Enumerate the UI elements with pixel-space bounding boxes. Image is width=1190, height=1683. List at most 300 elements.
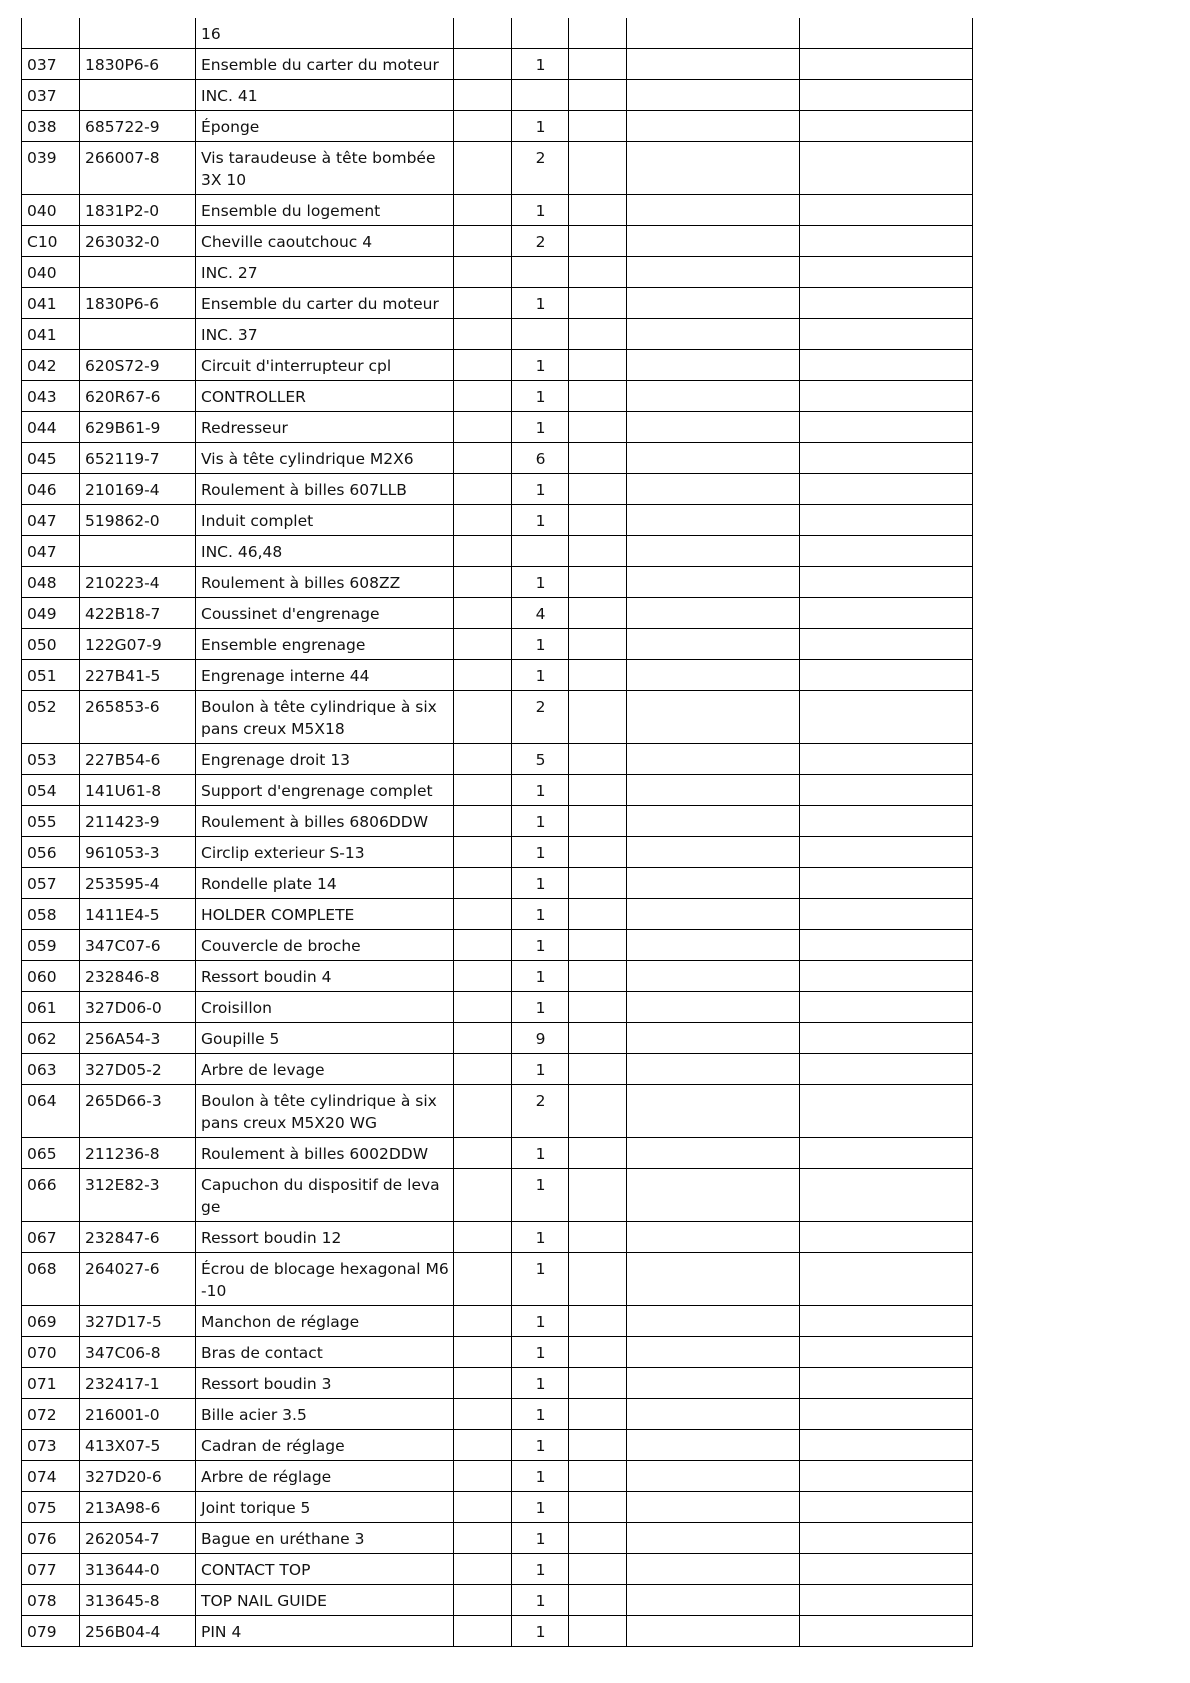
empty-cell [627, 319, 800, 350]
empty-cell [627, 1554, 800, 1585]
part-number-cell [80, 319, 196, 350]
table-row [22, 505, 973, 536]
item-number-cell [22, 18, 80, 49]
empty-cell [569, 1085, 627, 1138]
empty-cell [800, 1054, 973, 1085]
empty-cell [800, 1169, 973, 1222]
empty-cell [800, 257, 973, 288]
item-number-cell: 037 [22, 80, 80, 111]
quantity-cell: 6 [512, 443, 569, 474]
empty-cell [800, 536, 973, 567]
empty-cell [800, 505, 973, 536]
description-cell: INC. 37 [196, 319, 454, 350]
empty-cell [569, 1337, 627, 1368]
empty-cell [800, 1023, 973, 1054]
table-row [22, 567, 973, 598]
part-number-cell: 313645-8 [80, 1585, 196, 1616]
empty-cell [800, 1430, 973, 1461]
empty-cell [627, 567, 800, 598]
empty-cell [627, 381, 800, 412]
item-number-cell: 043 [22, 381, 80, 412]
item-number-cell: 054 [22, 775, 80, 806]
empty-cell [627, 691, 800, 744]
empty-cell [454, 629, 512, 660]
empty-cell [627, 536, 800, 567]
quantity-cell: 1 [512, 1306, 569, 1337]
part-number-cell: 256B04-4 [80, 1616, 196, 1647]
item-number-cell: 079 [22, 1616, 80, 1647]
quantity-cell: 1 [512, 412, 569, 443]
quantity-cell [512, 257, 569, 288]
empty-cell [627, 350, 800, 381]
table-row [22, 629, 973, 660]
empty-cell [454, 1337, 512, 1368]
item-number-cell: 063 [22, 1054, 80, 1085]
quantity-cell: 1 [512, 1054, 569, 1085]
empty-cell [627, 992, 800, 1023]
empty-cell [569, 288, 627, 319]
empty-cell [569, 350, 627, 381]
empty-cell [800, 1492, 973, 1523]
description-cell: Vis à tête cylindrique M2X6 [196, 443, 454, 474]
empty-cell [800, 629, 973, 660]
empty-cell [800, 288, 973, 319]
item-number-cell: 074 [22, 1461, 80, 1492]
item-number-cell: 060 [22, 961, 80, 992]
description-cell: INC. 46,48 [196, 536, 454, 567]
item-number-cell: 078 [22, 1585, 80, 1616]
table-row [22, 899, 973, 930]
empty-cell [454, 1492, 512, 1523]
empty-cell [454, 1023, 512, 1054]
empty-cell [569, 195, 627, 226]
quantity-cell: 1 [512, 1523, 569, 1554]
empty-cell [800, 1368, 973, 1399]
item-number-cell: 041 [22, 319, 80, 350]
empty-cell [454, 660, 512, 691]
part-number-cell: 232846-8 [80, 961, 196, 992]
empty-cell [627, 1023, 800, 1054]
quantity-cell: 1 [512, 1616, 569, 1647]
empty-cell [627, 837, 800, 868]
table-row [22, 80, 973, 111]
part-number-cell: 620R67-6 [80, 381, 196, 412]
empty-cell [454, 1054, 512, 1085]
quantity-cell: 1 [512, 868, 569, 899]
empty-cell [627, 930, 800, 961]
table-row [22, 1253, 973, 1306]
empty-cell [800, 195, 973, 226]
empty-cell [627, 660, 800, 691]
item-number-cell: 061 [22, 992, 80, 1023]
part-number-cell: 519862-0 [80, 505, 196, 536]
empty-cell [569, 1554, 627, 1585]
empty-cell [454, 381, 512, 412]
empty-cell [800, 806, 973, 837]
part-number-cell: 347C06-8 [80, 1337, 196, 1368]
quantity-cell [512, 18, 569, 49]
empty-cell [800, 775, 973, 806]
item-number-cell: 069 [22, 1306, 80, 1337]
empty-cell [627, 598, 800, 629]
description-cell: Manchon de réglage [196, 1306, 454, 1337]
empty-cell [454, 1461, 512, 1492]
item-number-cell: 073 [22, 1430, 80, 1461]
table-row [22, 598, 973, 629]
empty-cell [800, 744, 973, 775]
part-number-cell: 211236-8 [80, 1138, 196, 1169]
empty-cell [627, 257, 800, 288]
empty-cell [627, 226, 800, 257]
empty-cell [800, 319, 973, 350]
empty-cell [800, 1222, 973, 1253]
table-row [22, 195, 973, 226]
empty-cell [800, 1085, 973, 1138]
description-cell: Engrenage droit 13 [196, 744, 454, 775]
empty-cell [569, 1368, 627, 1399]
empty-cell [627, 1399, 800, 1430]
empty-cell [454, 837, 512, 868]
empty-cell [800, 1253, 973, 1306]
part-number-cell: 210169-4 [80, 474, 196, 505]
empty-cell [454, 806, 512, 837]
empty-cell [454, 195, 512, 226]
table-row [22, 1554, 973, 1585]
empty-cell [454, 412, 512, 443]
table-row [22, 18, 973, 49]
part-number-cell: 227B54-6 [80, 744, 196, 775]
description-cell: Support d'engrenage complet [196, 775, 454, 806]
description-cell: PIN 4 [196, 1616, 454, 1647]
quantity-cell: 1 [512, 992, 569, 1023]
item-number-cell: 052 [22, 691, 80, 744]
quantity-cell: 1 [512, 474, 569, 505]
description-cell: Induit complet [196, 505, 454, 536]
empty-cell [569, 1523, 627, 1554]
item-number-cell: 041 [22, 288, 80, 319]
part-number-cell: 327D05-2 [80, 1054, 196, 1085]
empty-cell [800, 412, 973, 443]
description-cell: INC. 27 [196, 257, 454, 288]
empty-cell [454, 1523, 512, 1554]
empty-cell [454, 319, 512, 350]
item-number-cell: 067 [22, 1222, 80, 1253]
description-cell: Ensemble du carter du moteur [196, 49, 454, 80]
empty-cell [627, 961, 800, 992]
part-number-cell: 213A98-6 [80, 1492, 196, 1523]
empty-cell [569, 1399, 627, 1430]
empty-cell [569, 1461, 627, 1492]
empty-cell [454, 775, 512, 806]
quantity-cell: 1 [512, 1222, 569, 1253]
quantity-cell: 2 [512, 142, 569, 195]
part-number-cell: 347C07-6 [80, 930, 196, 961]
item-number-cell: 044 [22, 412, 80, 443]
quantity-cell: 1 [512, 660, 569, 691]
empty-cell [800, 992, 973, 1023]
empty-cell [454, 49, 512, 80]
part-number-cell: 413X07-5 [80, 1430, 196, 1461]
description-cell: INC. 41 [196, 80, 454, 111]
description-cell: Roulement à billes 6002DDW [196, 1138, 454, 1169]
table-row [22, 1054, 973, 1085]
empty-cell [569, 49, 627, 80]
empty-cell [569, 806, 627, 837]
item-number-cell: 050 [22, 629, 80, 660]
quantity-cell: 1 [512, 381, 569, 412]
part-number-cell: 422B18-7 [80, 598, 196, 629]
empty-cell [800, 49, 973, 80]
description-cell: Joint torique 5 [196, 1492, 454, 1523]
description-cell: Ressort boudin 3 [196, 1368, 454, 1399]
description-cell: Rondelle plate 14 [196, 868, 454, 899]
empty-cell [454, 350, 512, 381]
empty-cell [569, 1023, 627, 1054]
item-number-cell: 059 [22, 930, 80, 961]
table-row [22, 744, 973, 775]
item-number-cell: 076 [22, 1523, 80, 1554]
quantity-cell: 1 [512, 1430, 569, 1461]
item-number-cell: 047 [22, 505, 80, 536]
empty-cell [569, 1306, 627, 1337]
quantity-cell: 1 [512, 288, 569, 319]
description-cell: Bille acier 3.5 [196, 1399, 454, 1430]
part-number-cell: 1830P6-6 [80, 49, 196, 80]
empty-cell [800, 18, 973, 49]
empty-cell [569, 744, 627, 775]
empty-cell [800, 567, 973, 598]
item-number-cell: 065 [22, 1138, 80, 1169]
empty-cell [627, 868, 800, 899]
description-cell: Arbre de réglage [196, 1461, 454, 1492]
table-row [22, 1461, 973, 1492]
empty-cell [569, 226, 627, 257]
table-row [22, 350, 973, 381]
part-number-cell: 263032-0 [80, 226, 196, 257]
quantity-cell [512, 536, 569, 567]
item-number-cell: 062 [22, 1023, 80, 1054]
quantity-cell [512, 319, 569, 350]
empty-cell [569, 505, 627, 536]
part-number-cell [80, 257, 196, 288]
empty-cell [800, 1554, 973, 1585]
table-row [22, 381, 973, 412]
empty-cell [454, 1138, 512, 1169]
table-row [22, 1492, 973, 1523]
empty-cell [627, 744, 800, 775]
part-number-cell: 313644-0 [80, 1554, 196, 1585]
quantity-cell: 1 [512, 899, 569, 930]
table-row [22, 1169, 973, 1222]
table-row [22, 1085, 973, 1138]
table-row [22, 1430, 973, 1461]
empty-cell [627, 899, 800, 930]
empty-cell [569, 412, 627, 443]
empty-cell [627, 775, 800, 806]
empty-cell [569, 319, 627, 350]
description-cell: 16 [196, 18, 454, 49]
description-cell: Arbre de levage [196, 1054, 454, 1085]
item-number-cell: 042 [22, 350, 80, 381]
part-number-cell: 327D17-5 [80, 1306, 196, 1337]
empty-cell [454, 1169, 512, 1222]
empty-cell [569, 257, 627, 288]
description-cell: Bras de contact [196, 1337, 454, 1368]
item-number-cell: 053 [22, 744, 80, 775]
empty-cell [627, 1138, 800, 1169]
empty-cell [627, 18, 800, 49]
item-number-cell: 077 [22, 1554, 80, 1585]
empty-cell [569, 899, 627, 930]
description-cell: CONTACT TOP [196, 1554, 454, 1585]
quantity-cell: 1 [512, 806, 569, 837]
empty-cell [800, 350, 973, 381]
table-row [22, 806, 973, 837]
empty-cell [800, 868, 973, 899]
empty-cell [800, 660, 973, 691]
empty-cell [454, 474, 512, 505]
empty-cell [569, 1054, 627, 1085]
empty-cell [800, 1523, 973, 1554]
empty-cell [627, 412, 800, 443]
table-row [22, 1138, 973, 1169]
empty-cell [454, 257, 512, 288]
item-number-cell: 071 [22, 1368, 80, 1399]
quantity-cell: 1 [512, 350, 569, 381]
empty-cell [800, 1337, 973, 1368]
description-cell: Cadran de réglage [196, 1430, 454, 1461]
quantity-cell: 5 [512, 744, 569, 775]
item-number-cell: 051 [22, 660, 80, 691]
item-number-cell: 038 [22, 111, 80, 142]
description-cell: Ressort boudin 12 [196, 1222, 454, 1253]
empty-cell [569, 1585, 627, 1616]
empty-cell [569, 1138, 627, 1169]
empty-cell [569, 1492, 627, 1523]
empty-cell [454, 1430, 512, 1461]
description-cell: Ensemble du carter du moteur [196, 288, 454, 319]
part-number-cell: 253595-4 [80, 868, 196, 899]
part-number-cell: 265853-6 [80, 691, 196, 744]
table-row [22, 961, 973, 992]
empty-cell [454, 992, 512, 1023]
part-number-cell: 227B41-5 [80, 660, 196, 691]
part-number-cell: 629B61-9 [80, 412, 196, 443]
empty-cell [569, 567, 627, 598]
item-number-cell: 040 [22, 195, 80, 226]
empty-cell [454, 899, 512, 930]
description-cell: Croisillon [196, 992, 454, 1023]
empty-cell [569, 474, 627, 505]
empty-cell [800, 80, 973, 111]
quantity-cell: 1 [512, 1585, 569, 1616]
part-number-cell: 312E82-3 [80, 1169, 196, 1222]
item-number-cell: 056 [22, 837, 80, 868]
empty-cell [569, 868, 627, 899]
empty-cell [627, 80, 800, 111]
quantity-cell: 1 [512, 505, 569, 536]
empty-cell [627, 111, 800, 142]
empty-cell [569, 1253, 627, 1306]
empty-cell [454, 142, 512, 195]
part-number-cell: 1830P6-6 [80, 288, 196, 319]
quantity-cell [512, 80, 569, 111]
item-number-cell: 040 [22, 257, 80, 288]
empty-cell [800, 691, 973, 744]
empty-cell [454, 1306, 512, 1337]
empty-cell [800, 474, 973, 505]
table-row [22, 142, 973, 195]
empty-cell [569, 961, 627, 992]
description-cell: Redresseur [196, 412, 454, 443]
empty-cell [800, 837, 973, 868]
description-cell: Ressort boudin 4 [196, 961, 454, 992]
table-row [22, 691, 973, 744]
table-row [22, 1368, 973, 1399]
empty-cell [627, 1616, 800, 1647]
empty-cell [454, 1585, 512, 1616]
description-cell: HOLDER COMPLETE [196, 899, 454, 930]
empty-cell [454, 443, 512, 474]
table-row [22, 930, 973, 961]
quantity-cell: 1 [512, 1253, 569, 1306]
empty-cell [627, 1461, 800, 1492]
part-number-cell: 327D06-0 [80, 992, 196, 1023]
empty-cell [627, 1085, 800, 1138]
part-number-cell: 256A54-3 [80, 1023, 196, 1054]
empty-cell [454, 80, 512, 111]
empty-cell [454, 226, 512, 257]
part-number-cell [80, 80, 196, 111]
empty-cell [800, 598, 973, 629]
part-number-cell: 327D20-6 [80, 1461, 196, 1492]
empty-cell [454, 536, 512, 567]
table-row [22, 837, 973, 868]
table-row [22, 257, 973, 288]
table-row [22, 536, 973, 567]
description-cell: Capuchon du dispositif de levage [196, 1169, 454, 1222]
quantity-cell: 1 [512, 961, 569, 992]
empty-cell [627, 1337, 800, 1368]
empty-cell [627, 142, 800, 195]
description-cell: Bague en uréthane 3 [196, 1523, 454, 1554]
empty-cell [627, 1054, 800, 1085]
item-number-cell: 045 [22, 443, 80, 474]
quantity-cell: 1 [512, 1461, 569, 1492]
empty-cell [627, 1430, 800, 1461]
empty-cell [627, 474, 800, 505]
empty-cell [569, 598, 627, 629]
empty-cell [454, 1253, 512, 1306]
quantity-cell: 1 [512, 49, 569, 80]
empty-cell [627, 1492, 800, 1523]
part-number-cell: 210223-4 [80, 567, 196, 598]
empty-cell [627, 1222, 800, 1253]
empty-cell [627, 195, 800, 226]
table-row [22, 1023, 973, 1054]
table-row [22, 775, 973, 806]
description-cell: TOP NAIL GUIDE [196, 1585, 454, 1616]
item-number-cell: 064 [22, 1085, 80, 1138]
quantity-cell: 1 [512, 1169, 569, 1222]
part-number-cell: 262054-7 [80, 1523, 196, 1554]
table-row [22, 443, 973, 474]
parts-table [21, 18, 973, 1647]
part-number-cell: 232417-1 [80, 1368, 196, 1399]
description-cell: Boulon à tête cylindrique à six pans creux M5X18 [196, 691, 454, 744]
empty-cell [627, 1306, 800, 1337]
empty-cell [569, 111, 627, 142]
